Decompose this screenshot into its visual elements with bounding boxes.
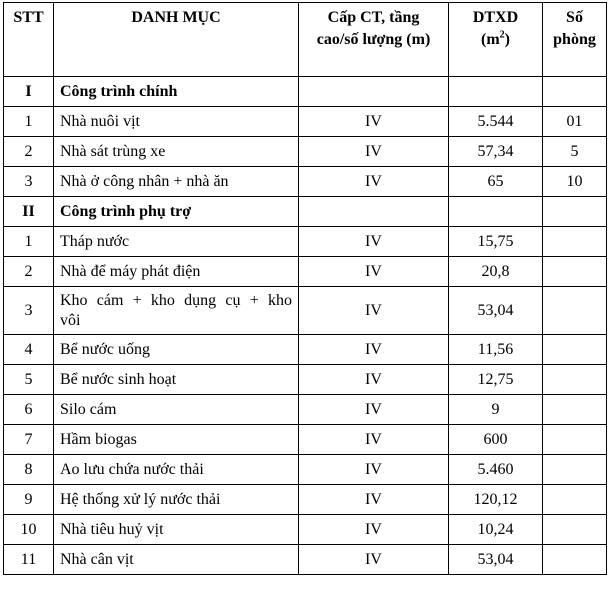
table-row [4, 365, 607, 395]
cell-name: Nhà tiêu huỷ vịt [54, 515, 299, 545]
cell-cap: IV [299, 545, 449, 575]
cell-phong [543, 515, 607, 545]
table-row [4, 395, 607, 425]
cell-stt: 4 [4, 335, 54, 365]
table-row [4, 515, 607, 545]
cell-name: Ao lưu chứa nước thải [54, 455, 299, 485]
cell-phong [543, 365, 607, 395]
cell-name: Bể nước uống [54, 335, 299, 365]
header-stt: STT [4, 3, 54, 77]
cell-stt: I [4, 77, 54, 107]
table-group-row [4, 197, 607, 227]
cell-phong: 01 [543, 107, 607, 137]
cell-dtxd [449, 77, 543, 107]
table-row [4, 227, 607, 257]
cell-dtxd: 65 [449, 167, 543, 197]
header-cap-ct [299, 3, 449, 77]
cell-cap: IV [299, 425, 449, 455]
cell-name: Silo cám [54, 395, 299, 425]
cell-phong: 10 [543, 167, 607, 197]
header-dtxd [449, 3, 543, 77]
cell-cap: IV [299, 137, 449, 167]
cell-name-text: Kho cám + kho dụng cụ + kho vôi [60, 291, 292, 329]
cell-cap [299, 197, 449, 227]
cell-name [54, 287, 299, 335]
cell-stt: 3 [4, 287, 54, 335]
cell-stt: 11 [4, 545, 54, 575]
cell-cap: IV [299, 287, 449, 335]
cell-dtxd: 53,04 [449, 545, 543, 575]
cell-name: Hệ thống xử lý nước thải [54, 485, 299, 515]
table-row [4, 167, 607, 197]
cell-phong [543, 455, 607, 485]
cell-cap: IV [299, 335, 449, 365]
cell-dtxd: 5.460 [449, 455, 543, 485]
table-row [4, 137, 607, 167]
header-so-phong [543, 3, 607, 77]
cell-cap: IV [299, 455, 449, 485]
cell-phong [543, 197, 607, 227]
cell-dtxd: 10,24 [449, 515, 543, 545]
cell-name: Công trình chính [54, 77, 299, 107]
cell-name: Nhà nuôi vịt [54, 107, 299, 137]
header-so-phong-line1: Số [566, 9, 583, 26]
cell-stt: 2 [4, 257, 54, 287]
cell-cap: IV [299, 365, 449, 395]
cell-cap: IV [299, 257, 449, 287]
cell-cap [299, 77, 449, 107]
cell-phong [543, 257, 607, 287]
header-dtxd-unit-post: ) [504, 31, 510, 48]
table-row [4, 425, 607, 455]
header-so-phong-line2: phòng [553, 31, 596, 48]
cell-stt: 10 [4, 515, 54, 545]
cell-stt: 5 [4, 365, 54, 395]
cell-cap: IV [299, 107, 449, 137]
cell-phong [543, 425, 607, 455]
table-row [4, 257, 607, 287]
header-dtxd-unit-pre: (m [481, 31, 500, 48]
cell-phong [543, 395, 607, 425]
header-dtxd-unit-sup: 2 [499, 29, 505, 41]
cell-dtxd: 15,75 [449, 227, 543, 257]
table-group-row [4, 77, 607, 107]
cell-phong [543, 335, 607, 365]
cell-dtxd: 12,75 [449, 365, 543, 395]
cell-dtxd: 9 [449, 395, 543, 425]
cell-phong [543, 77, 607, 107]
cell-phong [543, 227, 607, 257]
cell-stt: 1 [4, 107, 54, 137]
header-cap-ct-line1: Cấp CT, tầng [327, 9, 420, 26]
table-row [4, 455, 607, 485]
cell-cap: IV [299, 485, 449, 515]
cell-dtxd: 20,8 [449, 257, 543, 287]
cell-phong [543, 485, 607, 515]
table-row [4, 107, 607, 137]
cell-stt: 2 [4, 137, 54, 167]
cell-stt: 9 [4, 485, 54, 515]
cell-cap: IV [299, 227, 449, 257]
cell-name: Hầm biogas [54, 425, 299, 455]
construction-items-table [3, 2, 607, 575]
cell-dtxd [449, 197, 543, 227]
cell-phong [543, 287, 607, 335]
cell-stt: 6 [4, 395, 54, 425]
cell-name: Công trình phụ trợ [54, 197, 299, 227]
cell-dtxd: 120,12 [449, 485, 543, 515]
table-row [4, 335, 607, 365]
cell-stt: II [4, 197, 54, 227]
table-row [4, 485, 607, 515]
cell-cap: IV [299, 515, 449, 545]
table-row [4, 287, 607, 335]
cell-name: Bể nước sinh hoạt [54, 365, 299, 395]
cell-cap: IV [299, 395, 449, 425]
cell-name: Nhà sát trùng xe [54, 137, 299, 167]
cell-name: Nhà ở công nhân + nhà ăn [54, 167, 299, 197]
header-cap-ct-line2: cao/số lượng (m) [316, 31, 431, 48]
cell-dtxd: 5.544 [449, 107, 543, 137]
cell-name: Tháp nước [54, 227, 299, 257]
cell-dtxd: 11,56 [449, 335, 543, 365]
header-danh-muc: DANH MỤC [54, 3, 299, 77]
cell-stt: 1 [4, 227, 54, 257]
table-body [4, 77, 607, 575]
cell-stt: 7 [4, 425, 54, 455]
table-header-row [4, 3, 607, 77]
cell-dtxd: 600 [449, 425, 543, 455]
cell-stt: 8 [4, 455, 54, 485]
cell-dtxd: 53,04 [449, 287, 543, 335]
cell-name: Nhà để máy phát điện [54, 257, 299, 287]
cell-name: Nhà cân vịt [54, 545, 299, 575]
header-dtxd-line1: DTXD [472, 9, 519, 26]
table-row [4, 545, 607, 575]
cell-cap: IV [299, 167, 449, 197]
cell-phong [543, 545, 607, 575]
cell-dtxd: 57,34 [449, 137, 543, 167]
cell-stt: 3 [4, 167, 54, 197]
cell-phong: 5 [543, 137, 607, 167]
